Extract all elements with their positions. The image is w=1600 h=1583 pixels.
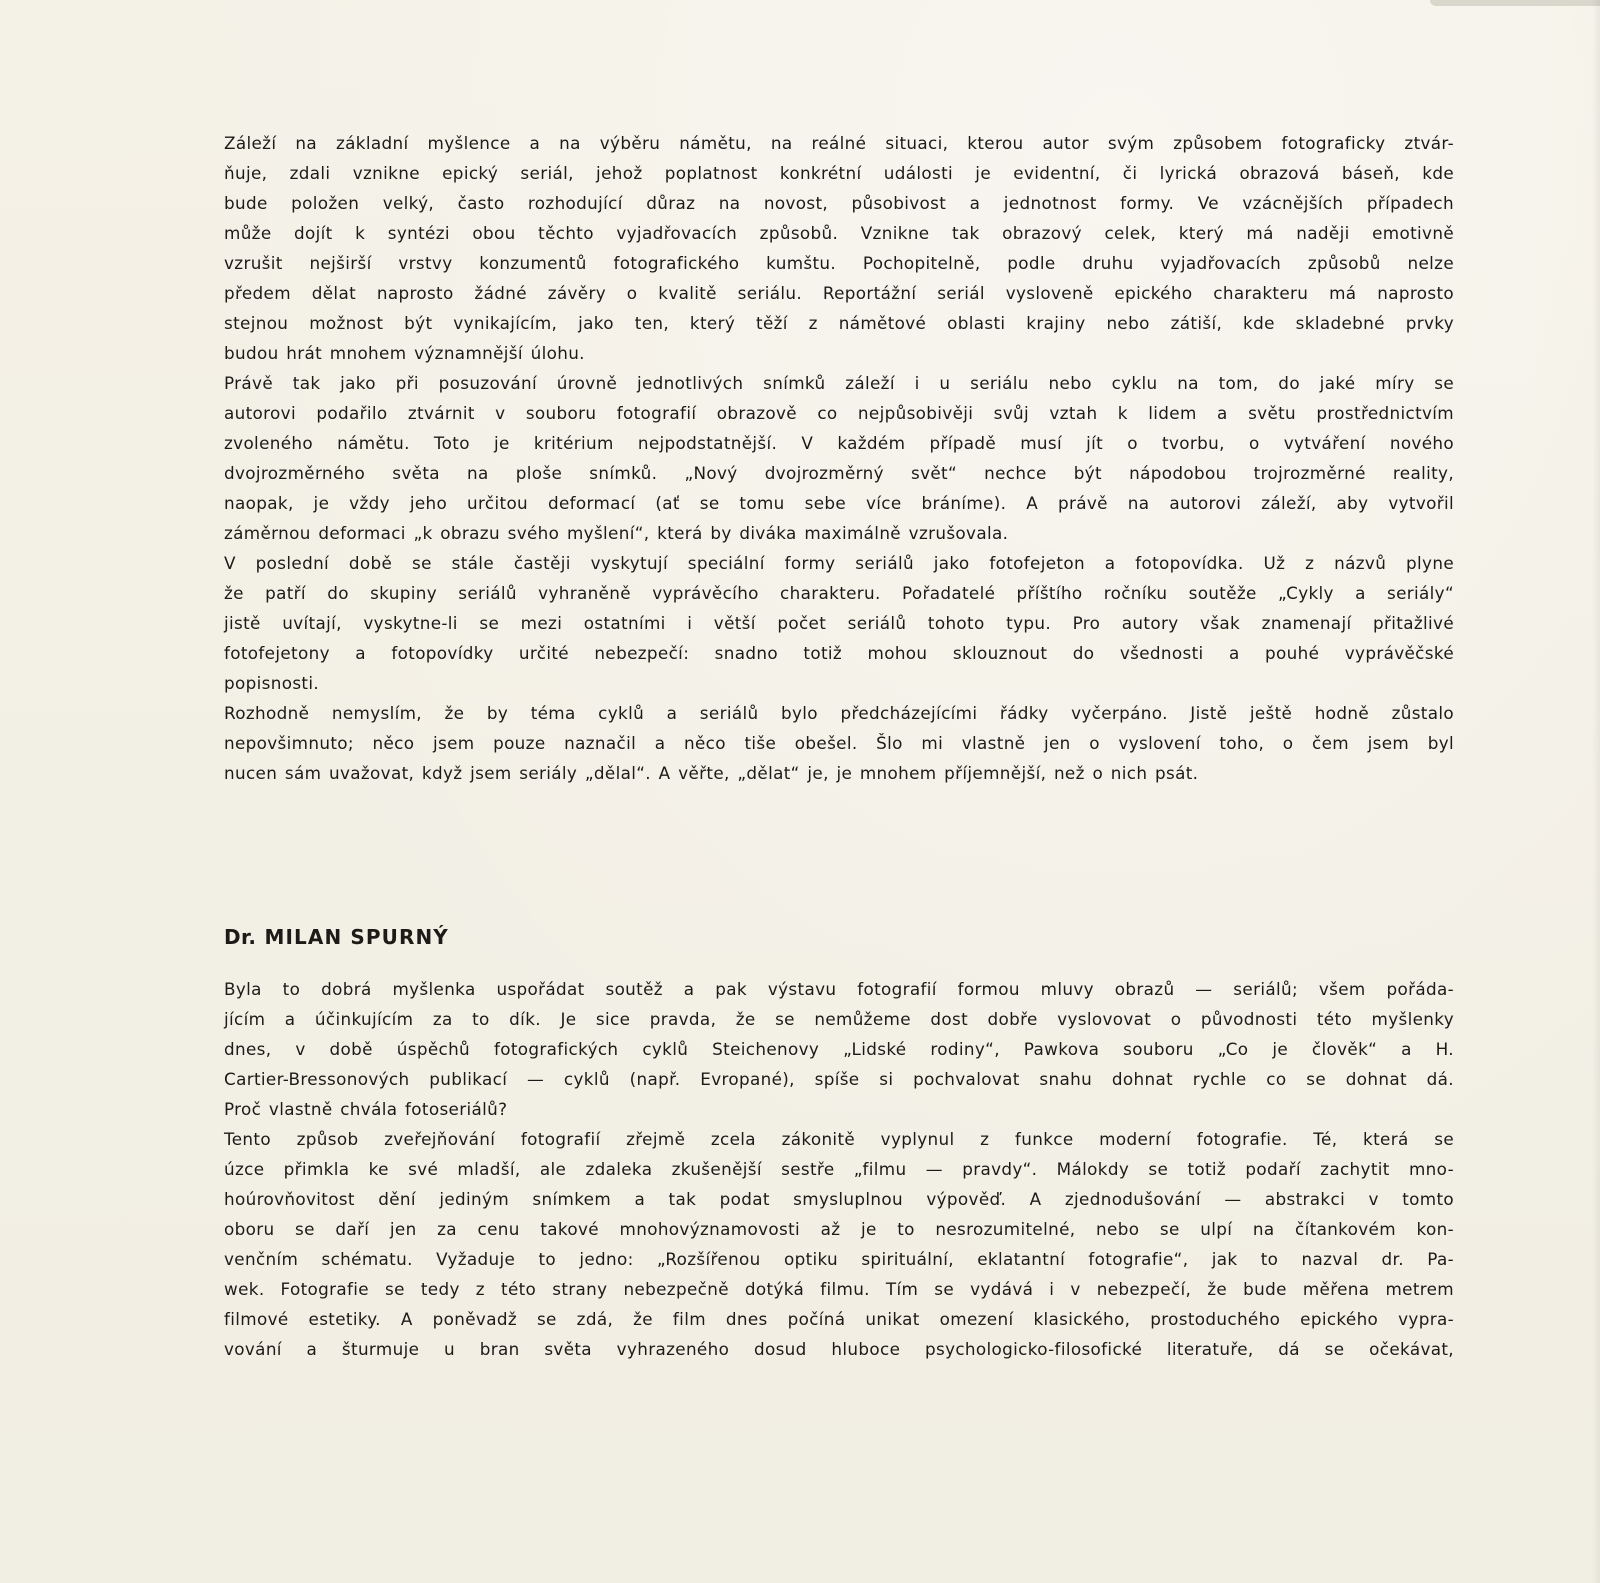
text-line: jícím a účinkujícím za to dík. Je sice pravda, že se nemůžeme dost dobře vyslovovat o původnosti této myšlenky xyxy=(224,1009,1454,1029)
text-line: Tento způsob zveřejňování fotografií zřejmě zcela zákonitě vyplynul z funkce moderní fotografie. Té, která se xyxy=(224,1129,1454,1149)
paragraph-3 xyxy=(224,548,1454,698)
author-name: MILAN SPURNÝ xyxy=(264,925,449,949)
author-heading xyxy=(224,925,1454,949)
text-line: záměrnou deformaci „k obrazu svého myšlení“, která by diváka maximálně vzrušovala. xyxy=(224,523,1009,543)
page-edge-shadow xyxy=(1592,0,1600,1583)
text-line: filmové estetiky. A poněvadž se zdá, že film dnes počíná unikat omezení klasického, prostoduchého epického vypra- xyxy=(224,1309,1454,1329)
text-line: vování a šturmuje u bran světa vyhrazeného dosud hlubоce psychologicko-filosofické literatuře, dá se očekávat, xyxy=(224,1339,1454,1359)
text-line: naopak, je vždy jeho určitou deformací (ať se tomu sebe více bráníme). A právě na autorovi záleží, aby vytvořil xyxy=(224,493,1454,513)
milan-spurny-section xyxy=(224,925,1454,1364)
text-line: fotofejetony a fotopovídky určité nebezpečí: snadno totiž mohou sklouznout do všednosti a pouhé vyprávěčské xyxy=(224,643,1454,663)
paragraph-5 xyxy=(224,974,1454,1124)
text-line: Cartier-Bressonových publikací — cyklů (např. Evropané), spíše si pochvalovat snahu dohnat rychle co se dohnat dá. xyxy=(224,1069,1454,1089)
text-line: že patří do skupiny seriálů vyhraněně vyprávěcího charakteru. Pořadatelé příštího ročníku soutěže „Cykly a seriály“ xyxy=(224,583,1454,603)
text-line: předem dělat naprosto žádné závěry o kvalitě seriálu. Reportážní seriál vysloveně epického charakteru má naprosto xyxy=(224,283,1454,303)
text-line: úzce přimkla ke své mladší, ale zdaleka zkušenější sestře „filmu — pravdy“. Málokdy se totiž podaří zachytit mno- xyxy=(224,1159,1454,1179)
text-line: Byla to dobrá myšlenka uspořádat soutěž a pak výstavu fotografií formou mluvy obrazů — seriálů; všem pořáda- xyxy=(224,979,1454,999)
text-line: autorovi podařilo ztvárnit v souboru fotografií obrazově co nejpůsobivěji svůj vztah k lidem a světu prostřednictvím xyxy=(224,403,1454,423)
text-line: ňuje, zdali vznikne epický seriál, jehož poplatnost konkrétní události je evidentní, či lyrická obrazová báseň, kde xyxy=(224,163,1454,183)
text-line: popisnosti. xyxy=(224,673,320,693)
text-line: V poslední době se stále častěji vyskytují speciální formy seriálů jako fotofejeton a fotopovídka. Už z názvů plyne xyxy=(224,553,1454,573)
text-line: hoúrovňovitost dění jediným snímkem a tak podat smysluplnou výpověď. A zjednodušování — abstrakci v tomto xyxy=(224,1189,1454,1209)
text-line: stejnou možnost být vynikajícím, jako ten, který těží z námětové oblasti krajiny nebo zátiší, kde skladebné prvky xyxy=(224,313,1454,333)
text-line: bude položen velký, často rozhodující důraz na novost, působivost a jednotnost formy. Ve vzácnějších případech xyxy=(224,193,1454,213)
text-line: Proč vlastně chvála fotoseriálů? xyxy=(224,1099,508,1119)
text-line: nucen sám uvažovat, když jsem seriály „dělal“. A věřte, „dělat“ je, je mnohem příjemnější, než o nich psát. xyxy=(224,763,1199,783)
text-line: nepovšimnuto; něco jsem pouze naznačil a něco tiše obešel. Šlo mi vlastně jen o vyslovení toho, o čem jsem byl xyxy=(224,733,1454,753)
paragraph-1 xyxy=(224,128,1454,368)
text-line: Záleží na základní myšlence a na výběru námětu, na reálné situaci, kterou autor svým způsobem fotograficky ztvár- xyxy=(224,133,1454,153)
text-line: oboru se daří jen za cenu takové mnohovýznamovosti až je to nesrozumitelné, nebo se ulpí na čítankovém kon- xyxy=(224,1219,1454,1239)
paragraph-2 xyxy=(224,368,1454,548)
text-line: wek. Fotografie se tedy z této strany nebezpečně dotýká filmu. Tím se vydává i v nebezpečí, že bude měřena metrem xyxy=(224,1279,1454,1299)
text-line: venčním schématu. Vyžaduje to jedno: „Rozšířenou optiku spirituální, eklatantní fotografie“, jak to nazval dr. Pa- xyxy=(224,1249,1454,1269)
text-line: budou hrát mnohem významnější úlohu. xyxy=(224,343,585,363)
paragraph-6 xyxy=(224,1124,1454,1364)
essay-continuation xyxy=(224,128,1454,788)
author-prefix: Dr. xyxy=(224,925,257,949)
paragraph-4 xyxy=(224,698,1454,788)
text-line: Právě tak jako při posuzování úrovně jednotlivých snímků záleží i u seriálu nebo cyklu na tom, do jaké míry se xyxy=(224,373,1454,393)
page-edge-tab xyxy=(1430,0,1600,6)
text-line: jistě uvítají, vyskytne-li se mezi ostatními i větší počet seriálů tohoto typu. Pro autory však znamenají přitažlivé xyxy=(224,613,1454,633)
text-line: dnes, v době úspěchů fotografických cyklů Steichenovy „Lidské rodiny“, Pawkova souboru „Co je člověk“ a H. xyxy=(224,1039,1454,1059)
text-line: Rozhodně nemyslím, že by téma cyklů a seriálů bylo předcházejícími řádky vyčerpáno. Jistě ještě hodně zůstalo xyxy=(224,703,1454,723)
text-line: zvoleného námětu. Toto je kritérium nejpodstatnější. V každém případě musí jít o tvorbu, o vytváření nového xyxy=(224,433,1454,453)
text-line: dvojrozměrného světa na ploše snímků. „Nový dvojrozměrný svět“ nechce být nápodobou trojrozměrné reality, xyxy=(224,463,1454,483)
text-line: vzrušit nejširší vrstvy konzumentů fotografického kumštu. Pochopitelně, podle druhu vyjadřovacích způsobů nelze xyxy=(224,253,1454,273)
text-line: může dojít k syntézi obou těchto vyjadřovacích způsobů. Vznikne tak obrazový celek, který má naději emotivně xyxy=(224,223,1454,243)
